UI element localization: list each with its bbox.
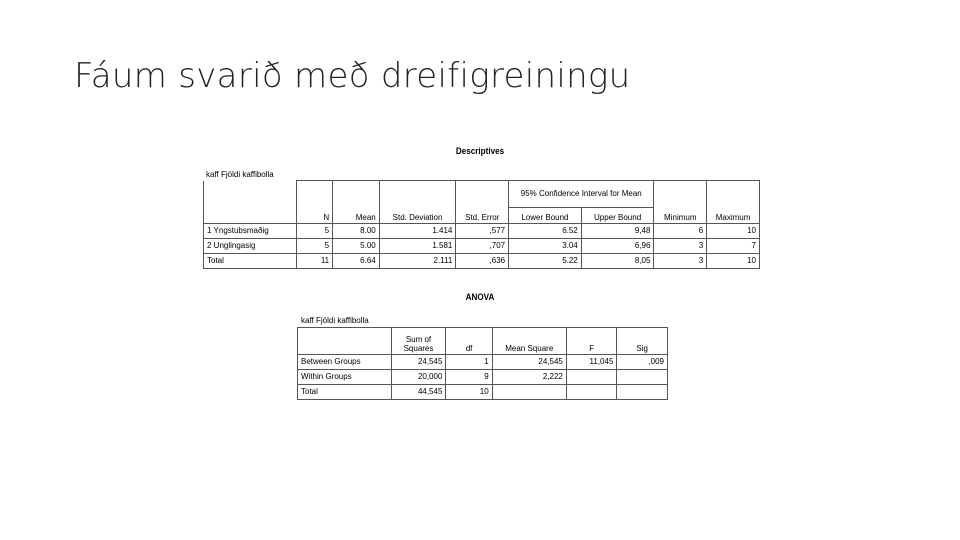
col-header: Mean [333, 208, 380, 224]
table-cell: 3 [654, 254, 707, 269]
col-header: Std. Error [456, 208, 509, 224]
col-header: Std. Deviation [379, 208, 456, 224]
row-label: Total [204, 254, 297, 269]
table-cell: 6,96 [581, 239, 654, 254]
col-header: Mean Square [492, 328, 566, 355]
table-cell: ,577 [456, 224, 509, 239]
row-label: Between Groups [298, 355, 392, 370]
header-cell-blank [298, 328, 392, 355]
table-cell: 6.64 [333, 254, 380, 269]
col-header: F [566, 328, 617, 355]
col-header: Sum of Squares [391, 328, 446, 355]
table-cell [492, 385, 566, 400]
table-cell: 7 [707, 239, 760, 254]
anova-table [297, 327, 668, 400]
header-cell-blank [456, 181, 509, 208]
table-cell: 24,545 [492, 355, 566, 370]
header-cell-blank [379, 181, 456, 208]
table-cell: 1.581 [379, 239, 456, 254]
table-cell: 9,48 [581, 224, 654, 239]
table-cell: 10 [707, 254, 760, 269]
table-row [204, 239, 760, 254]
table-cell: 44,545 [391, 385, 446, 400]
header-cell-blank [707, 181, 760, 208]
table-cell: 1 [446, 355, 492, 370]
table-cell [566, 370, 617, 385]
descriptives-caption: Descriptives [455, 146, 505, 156]
row-label: Within Groups [298, 370, 392, 385]
table-cell: 20,000 [391, 370, 446, 385]
header-cell-blank [296, 181, 333, 208]
table-cell: 6.52 [509, 224, 582, 239]
header-cell-blank [333, 181, 380, 208]
descriptives-header-row-1 [204, 181, 760, 208]
row-label: Total [298, 385, 392, 400]
table-cell: 24,545 [391, 355, 446, 370]
col-header: Upper Bound [581, 208, 654, 224]
table-cell: 9 [446, 370, 492, 385]
table-row [204, 224, 760, 239]
col-header: Lower Bound [509, 208, 582, 224]
table-cell: 5.00 [333, 239, 380, 254]
header-cell-blank [204, 208, 297, 224]
descriptives-variable-label: kaff Fjöldi kaffibolla [206, 170, 274, 179]
table-cell: 5 [296, 224, 333, 239]
table-cell: 8.00 [333, 224, 380, 239]
col-header: Minimum [654, 208, 707, 224]
table-cell: 5.22 [509, 254, 582, 269]
table-cell: 5 [296, 239, 333, 254]
table-cell: ,636 [456, 254, 509, 269]
col-header: N [296, 208, 333, 224]
row-label: 2 Unglingasig [204, 239, 297, 254]
table-row [298, 355, 668, 370]
table-cell [617, 385, 668, 400]
table-row [298, 370, 668, 385]
descriptives-header-row-2 [204, 208, 760, 224]
anova-caption: ANOVA [465, 292, 495, 302]
table-cell: ,009 [617, 355, 668, 370]
table-cell: 6 [654, 224, 707, 239]
header-cell-blank [654, 181, 707, 208]
anova-header-row [298, 328, 668, 355]
col-header: Maximum [707, 208, 760, 224]
col-header: Sig [617, 328, 668, 355]
row-label: 1 Yngstubsmaðig [204, 224, 297, 239]
col-header: df [446, 328, 492, 355]
table-cell: ,707 [456, 239, 509, 254]
table-cell: 11,045 [566, 355, 617, 370]
table-cell: 3 [654, 239, 707, 254]
ci-group-header: 95% Confidence Interval for Mean [509, 181, 654, 208]
table-cell [617, 370, 668, 385]
slide-title: Fáum svarið með dreifigreiningu [74, 56, 631, 96]
table-cell: 8,05 [581, 254, 654, 269]
table-cell: 3.04 [509, 239, 582, 254]
table-cell [566, 385, 617, 400]
table-cell: 2.111 [379, 254, 456, 269]
table-cell: 10 [707, 224, 760, 239]
anova-variable-label: kaff Fjöldi kaffibolla [301, 316, 369, 325]
table-cell: 11 [296, 254, 333, 269]
header-cell-blank [204, 181, 297, 208]
descriptives-table [203, 180, 760, 269]
table-row [298, 385, 668, 400]
table-cell: 1.414 [379, 224, 456, 239]
table-cell: 10 [446, 385, 492, 400]
table-cell: 2,222 [492, 370, 566, 385]
table-row [204, 254, 760, 269]
